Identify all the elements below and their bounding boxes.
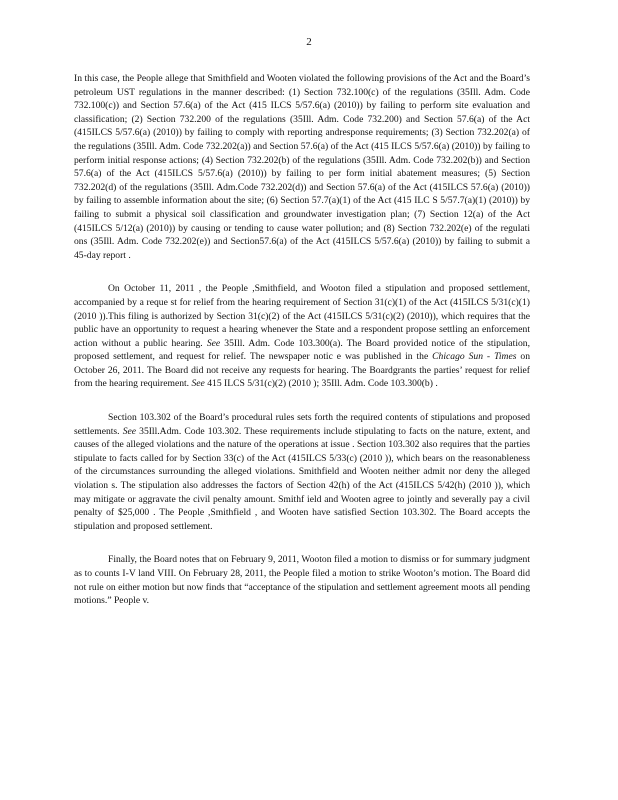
paragraph-procedural-rules — [74, 411, 530, 533]
paragraph-pending-motions: Finally, the Board notes that on February 9, 2011, Wooton filed a motion to dismiss or for summary judgment as to counts I-V land VIII. On February 28, 2011, the People filed a motion to strike Wooton’s motion. The Board did not rule on either motion but now finds that “acceptance of the stipulation and settlement agreement moots all pending motions.” People v. — [74, 554, 530, 607]
paragraph-stipulation-filing — [74, 282, 530, 391]
paragraph-text: Section 103.302 of the Board’s procedural rules sets forth the required contents of stipulations and proposed settlements. — [74, 412, 530, 437]
paragraph-text: 415 ILCS 5/31(c)(2) (2010 ); 35Ill. Adm. Code 103.300(b) . — [207, 378, 438, 390]
see-signal: See — [122, 425, 137, 437]
paragraph-text: On October 11, 2011 , the People ,Smithfield, and Wooton filed a stipulation and proposed settlement, accompanied by a reque st for relief from the hearing requirement of Section 31(c)(1) of the Act (415ILCS 5/31(c)(1) (2010 )).This filing is authorized by Section 31(c)(2) of the Act (415ILCS 5/31(c)(2) (2010)), which requires that the public have an opportunity to request a hearing whenever the State and a respondent propose settling an enforcement action without a public hearing. — [74, 283, 530, 349]
paragraph-text: 35Ill. Adm. Code 103.300(a). The Board provided notice of the stipulation, proposed settlement, and request for relief. The newspaper notic e was published in the — [74, 337, 530, 363]
see-signal: See — [191, 378, 205, 390]
document-body — [74, 72, 530, 628]
paragraph-text: 35Ill.Adm. Code 103.302. These requirements include stipulating to facts on the nature, extent, and causes of the alleged violations and the nature of the operations at issue . Section 103.302 also requires that the parties stipulate to facts called for by Section 33(c) of the Act (415ILCS 5/33(c) (2010 )), which bears on the reasonableness of the circumstances surrounding the alleged violations. Smithfield and Wooten neither admit nor deny the alleged violation s. The stipulation also addresses the factors of Section 42(h) of the Act (415ILCS 5/42(h) (2010 )), which may mitigate or aggravate the civil penalty amount. Smithf ield and Wooten agree to jointly and severally pay a civil penalty of $25,000 . The People ,Smithfield , and Wooten have satisfied Section 103.302. The Board accepts the stipulation and proposed settlement. — [74, 425, 531, 532]
newspaper-name: Chicago Sun - Times — [432, 351, 517, 363]
page-number: 2 — [306, 36, 312, 48]
paragraph-allegations: In this case, the People allege that Smithfield and Wooten violated the following provisions of the Act and the Board’s petroleum UST regulations in the manner described: (1) Section 732.100(c) of the regulations (35Ill. Adm. Code 732.100(c)) and Section 57.6(a) of the Act (415 ILCS 5/57.6(a) (2010)) by failing to perform site evaluation and classification; (2) Section 732.200 of the regulations (35Ill. Adm. Code 732.200) and Section 57.6(a) of the Act (415ILCS 5/57.6(a) (2010)) by failing to comply with reporting andresponse requirements; (3) Section 732.202(a) of the regulations (35Ill. Adm. Code 732.202(a)) and Section 57.6(a) of the Act (415 ILCS 5/57.6(a) (2010)) by failing to perform initial response actions; (4) Section 732.202(b) of the regulations (35Ill. Adm. Code 732.202(b)) and Section 57.6(a) of the Act (415ILCS 5/57.6(a) (2010)) by failing to per form initial abatement measures; (5) Section 732.202(d) of the regulations (35Ill. Adm.Code 732.202(d)) and Section 57.6(a) of the Act (415ILCS 57.6(a) (2010)) by failing to assemble information about the site; (6) Section 57.7(a)(1) of the Act (415 ILC S 5/57.7(a)(1) (2010)) by failing to submit a physical soil classification and groundwater investigation plan; (7) Section 12(a) of the Act (415ILCS 5/12(a) (2010)) by causing or tending to cause water pollution; and (8) Section 732.202(e) of the regulati ons (35Ill. Adm. Code 732.202(e)) and Section57.6(a) of the Act (415ILCS 5/57.6(a) (2010)) by failing to submit a 45-day report . — [74, 73, 530, 261]
see-signal: See — [206, 337, 221, 349]
paragraph-text: on October 26, 2011. The Board did not receive any requests for hearing. The Boardgrants the parties’ request for relief from the hearing requirement. — [74, 351, 531, 390]
